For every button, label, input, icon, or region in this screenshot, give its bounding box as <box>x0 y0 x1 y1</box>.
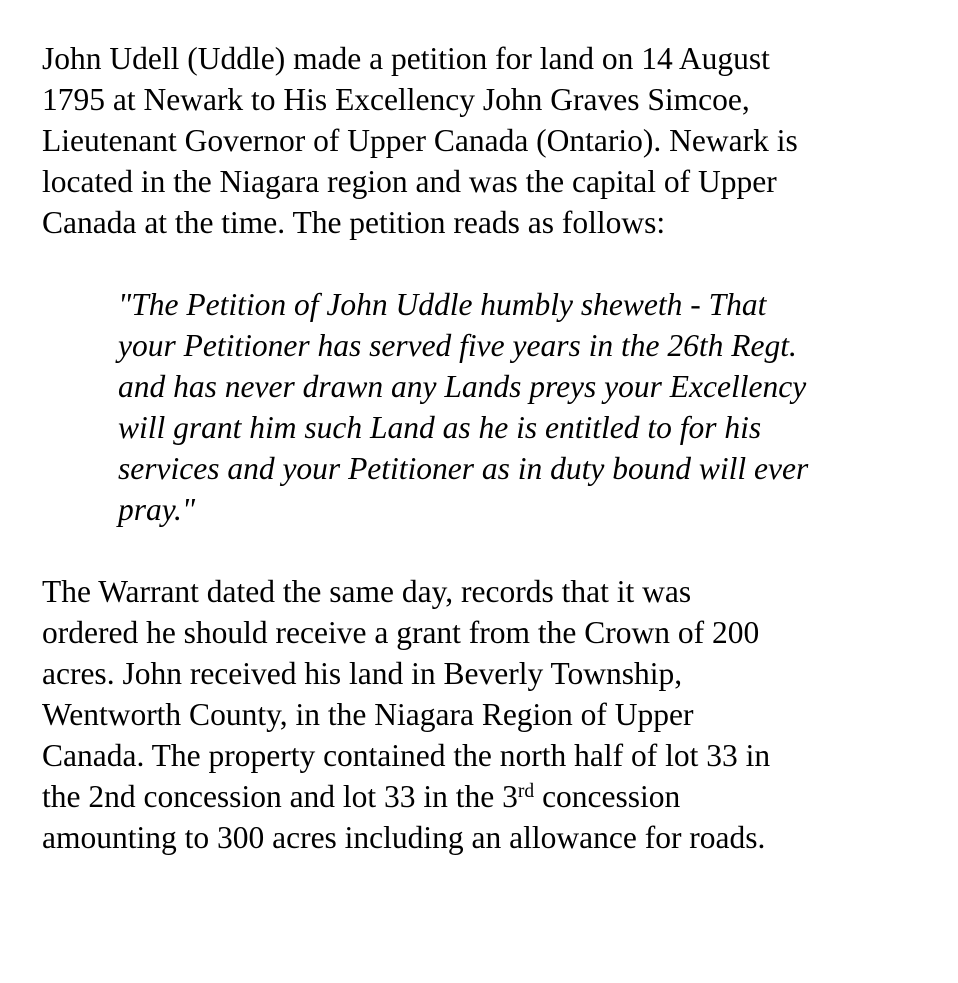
text-line: Canada at the time. The petition reads as follows: <box>42 205 666 240</box>
quote-line: services and your Petitioner as in duty bound will ever <box>118 451 809 486</box>
text-line: John Udell (Uddle) made a petition for land on 14 August <box>42 41 770 76</box>
text-line: Wentworth County, in the Niagara Region of Upper <box>42 697 694 732</box>
text-line: Lieutenant Governor of Upper Canada (Ontario). Newark is <box>42 123 798 158</box>
text-line: acres. John received his land in Beverly Township, <box>42 656 683 691</box>
paragraph-intro <box>42 38 928 243</box>
text-line: located in the Niagara region and was the capital of Upper <box>42 164 777 199</box>
text-line: amounting to 300 acres including an allowance for roads. <box>42 820 766 855</box>
text-line: Canada. The property contained the north half of lot 33 in <box>42 738 771 773</box>
text-line: ordered he should receive a grant from the Crown of 200 <box>42 615 760 650</box>
quote-line: pray." <box>118 492 196 527</box>
quote-line: and has never drawn any Lands preys your Excellency <box>118 369 807 404</box>
quote-line: "The Petition of John Uddle humbly sheweth - That <box>118 287 767 322</box>
text-segment: concession <box>534 779 681 814</box>
quote-line: your Petitioner has served five years in the 26th Regt. <box>118 328 797 363</box>
paragraph-warrant <box>42 571 928 858</box>
quote-line: will grant him such Land as he is entitled to for his <box>118 410 762 445</box>
text-line: 1795 at Newark to His Excellency John Graves Simcoe, <box>42 82 750 117</box>
text-line-with-superscript <box>42 776 928 817</box>
petition-quote-block <box>118 284 928 530</box>
ordinal-superscript: rd <box>517 781 535 803</box>
text-segment: the 2nd concession and lot 33 in the 3 <box>42 779 518 814</box>
text-line: The Warrant dated the same day, records that it was <box>42 574 692 609</box>
